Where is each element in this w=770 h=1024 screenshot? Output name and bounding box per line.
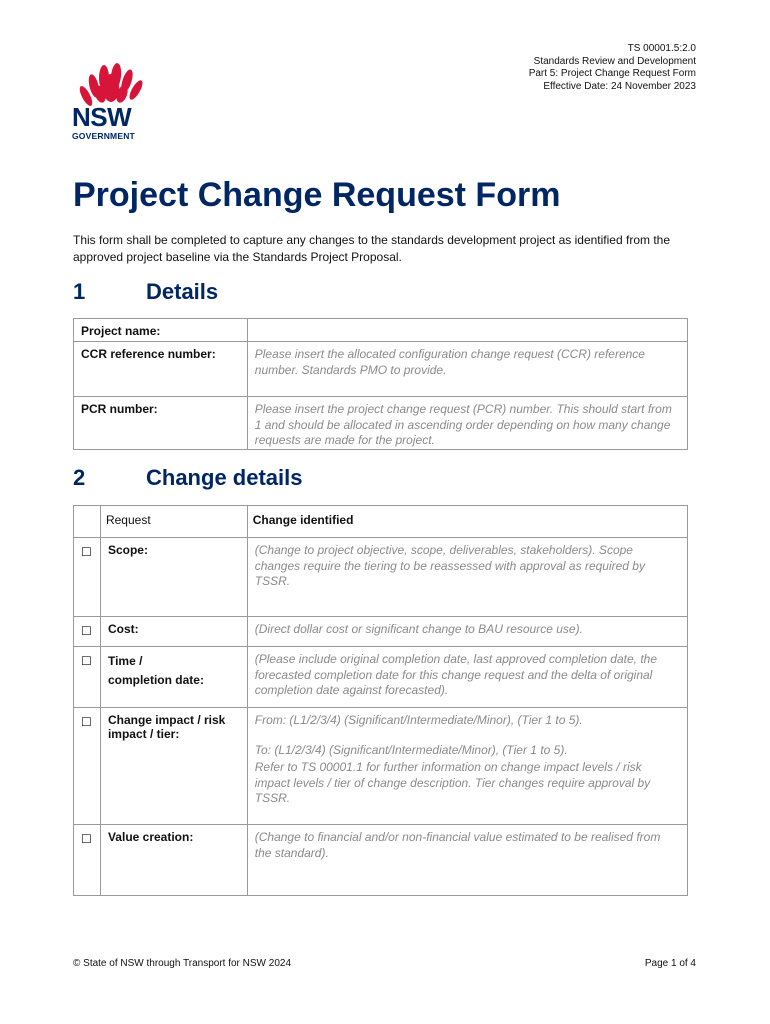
- change-impact-reference: Refer to TS 00001.1 for further information on change impact levels / risk impact levels / tier of change description. Tier changes require approval by TSSR.: [254, 760, 651, 805]
- effective-date: Effective Date: 24 November 2023: [543, 80, 696, 92]
- change-impact-checkbox[interactable]: ☐: [74, 708, 101, 825]
- section-2-number: 2: [73, 465, 86, 490]
- scope-field[interactable]: (Change to project objective, scope, deliverables, stakeholders). Scope changes require the tiering to be reassessed with approval as required by TSSR.: [247, 538, 687, 617]
- value-creation-label: Value creation:: [100, 825, 247, 896]
- nsw-government-wordmark: [72, 104, 135, 141]
- table-header-row: [74, 506, 688, 538]
- checkbox-column-header: [74, 506, 101, 538]
- time-label-line1: Time /: [107, 654, 143, 668]
- change-impact-to: To: (L1/2/3/4) (Significant/Intermediate/Minor), (Tier 1 to 5).: [254, 742, 568, 757]
- doc-part: Part 5: Project Change Request Form: [528, 68, 696, 79]
- page-title: Project Change Request Form: [73, 176, 561, 214]
- request-column-header: Request: [100, 506, 247, 538]
- doc-series: Standards Review and Development: [533, 55, 696, 67]
- section-1-heading: [73, 279, 218, 305]
- value-creation-field[interactable]: (Change to financial and/or non-financial value estimated to be realised from the standard).: [247, 825, 687, 896]
- cost-checkbox[interactable]: ☐: [74, 617, 101, 647]
- project-name-field[interactable]: [247, 319, 687, 342]
- footer-copyright: © State of NSW through Transport for NSW 2024: [73, 958, 292, 969]
- document-header-meta: [529, 43, 696, 93]
- details-table: [73, 318, 688, 450]
- ccr-reference-field[interactable]: Please insert the allocated configuration change request (CCR) reference number. Standards PMO to provide.: [247, 342, 687, 397]
- time-checkbox[interactable]: ☐: [74, 647, 101, 708]
- cost-label: Cost:: [100, 617, 247, 647]
- table-row: [74, 538, 688, 617]
- section-1-number: 1: [73, 279, 86, 304]
- doc-id: TS 00001.5:2.0: [627, 43, 696, 54]
- scope-label: Scope:: [100, 538, 247, 617]
- section-2-heading: [73, 465, 302, 491]
- change-identified-column-header: Change identified: [247, 506, 687, 538]
- table-row: [74, 319, 688, 342]
- change-impact-label: Change impact / risk impact / tier:: [100, 708, 247, 825]
- value-creation-checkbox[interactable]: ☐: [74, 825, 101, 896]
- table-row: [74, 397, 688, 450]
- table-row: [74, 617, 688, 647]
- scope-checkbox[interactable]: ☐: [74, 538, 101, 617]
- change-impact-from: From: (L1/2/3/4) (Significant/Intermediate/Minor), (Tier 1 to 5).: [254, 713, 583, 727]
- section-2-title: Change details: [146, 465, 303, 490]
- change-details-table: [73, 505, 688, 896]
- time-label: [100, 647, 247, 708]
- logo-nsw-text: NSW: [72, 102, 132, 132]
- ccr-reference-label: CCR reference number:: [74, 342, 248, 397]
- time-field[interactable]: (Please include original completion date, last approved completion date, the forecasted completion date for this change request and the delta of original completion date against forecasted).: [247, 647, 687, 708]
- cost-field[interactable]: (Direct dollar cost or significant change to BAU resource use).: [247, 617, 687, 647]
- intro-paragraph: This form shall be completed to capture any changes to the standards development project as identified from the approved project baseline via the Standards Project Proposal.: [73, 233, 670, 264]
- section-1-title: Details: [146, 279, 219, 304]
- pcr-number-label: PCR number:: [74, 397, 248, 450]
- table-row: [74, 342, 688, 397]
- table-row: [74, 825, 688, 896]
- table-row: [74, 708, 688, 825]
- logo-government-text: GOVERNMENT: [72, 131, 135, 141]
- project-name-label: Project name:: [74, 319, 248, 342]
- footer-page-number: Page 1 of 4: [644, 958, 696, 969]
- time-label-line2: completion date:: [107, 673, 204, 687]
- pcr-number-field[interactable]: Please insert the project change request (PCR) number. This should start from 1 and should be allocated in ascending order depending on how many change requests are made for the project.: [247, 397, 687, 450]
- change-impact-field[interactable]: [247, 708, 687, 825]
- table-row: [74, 647, 688, 708]
